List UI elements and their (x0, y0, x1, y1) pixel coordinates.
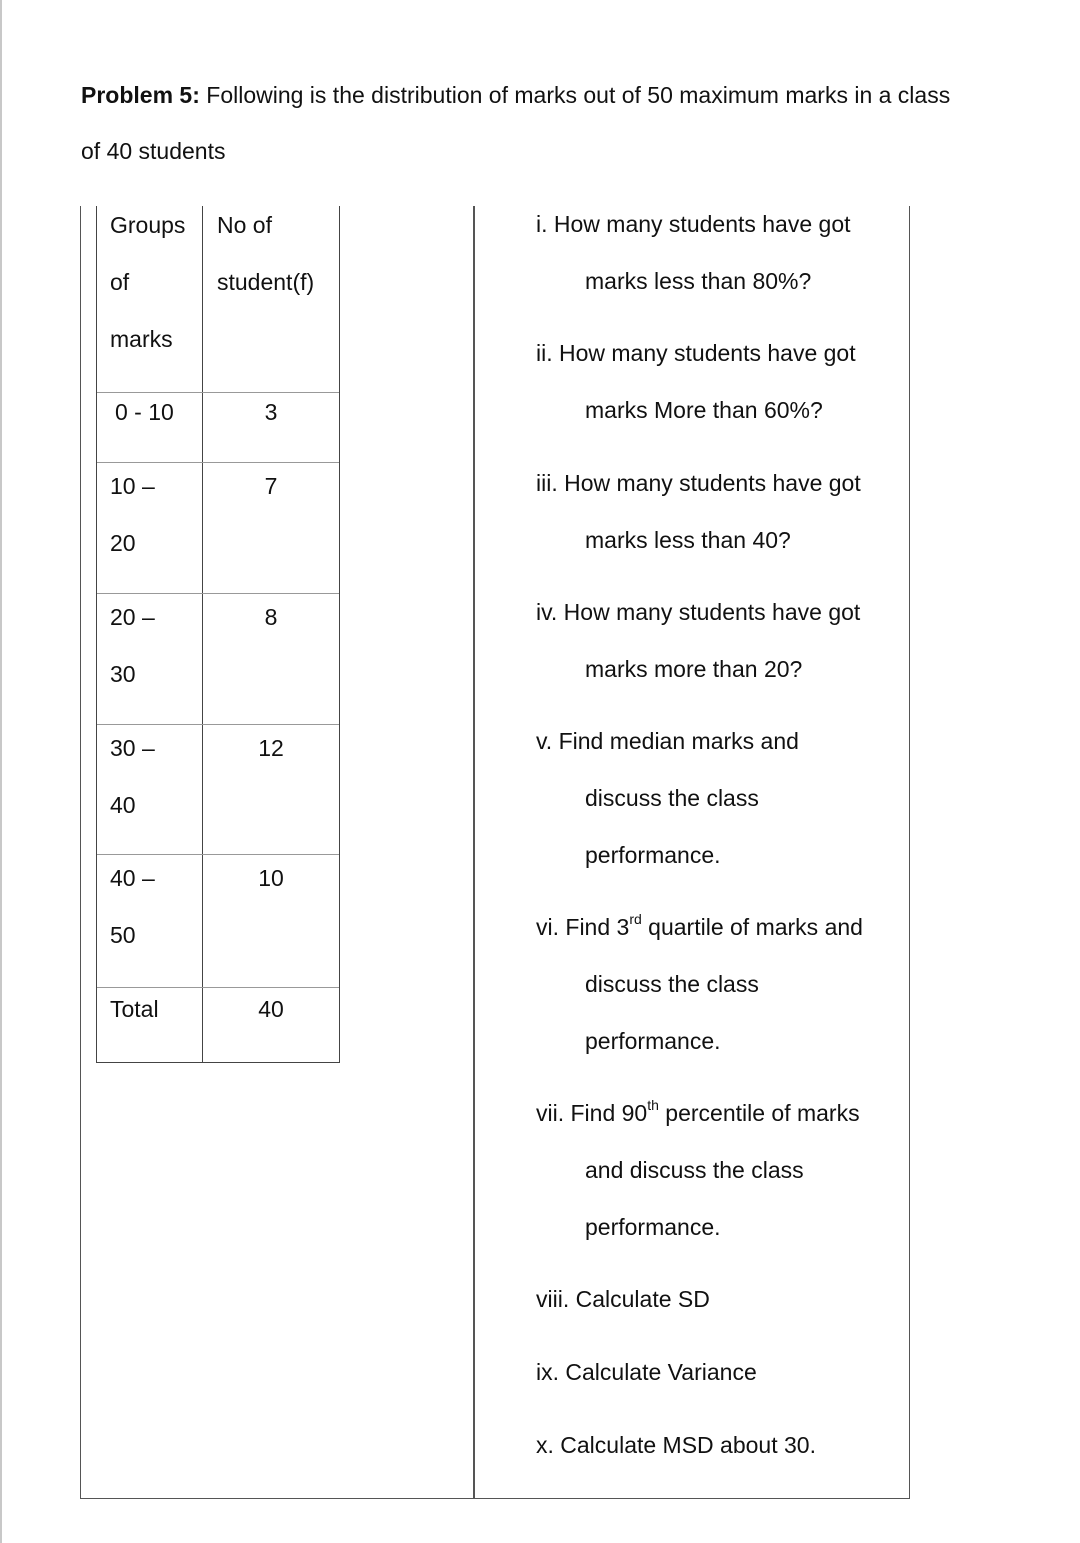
table-right-border (339, 206, 340, 1063)
question-8: viii. Calculate SD (536, 1286, 710, 1312)
question-1-line-1: i. How many students have got (536, 211, 851, 237)
question-7-line-3: performance. (585, 1214, 721, 1240)
problem-heading-line-2: of 40 students (81, 138, 226, 164)
row-separator (97, 987, 339, 988)
total-label: Total (110, 996, 159, 1022)
row-count-30-40: 12 (258, 735, 284, 761)
row-group-40-50-b: 50 (110, 922, 136, 948)
row-group-20-30-b: 30 (110, 661, 136, 687)
question-10: x. Calculate MSD about 30. (536, 1432, 816, 1458)
row-count-10-20: 7 (264, 473, 278, 499)
total-value: 40 (258, 996, 284, 1022)
header-groups-1: Groups (110, 212, 186, 238)
question-2-line-1: ii. How many students have got (536, 340, 856, 366)
frame-divider (473, 206, 475, 1499)
row-group-10-20-a: 10 – (110, 473, 155, 499)
question-3-line-2: marks less than 40? (585, 527, 791, 553)
header-groups-2: of (110, 269, 130, 295)
question-6-line-2: discuss the class (585, 971, 759, 997)
question-6-line-3: performance. (585, 1028, 721, 1054)
problem-text-1: Following is the distribution of marks out of 50 maximum marks in a class (199, 82, 951, 108)
row-separator (97, 593, 339, 594)
table-bottom-border (96, 1062, 340, 1063)
question-7-sup: th (647, 1097, 659, 1114)
question-5-line-1: v. Find median marks and (536, 728, 799, 754)
header-count-2: student(f) (217, 269, 315, 295)
row-group-0-10: 0 - 10 (115, 399, 174, 425)
row-separator (97, 854, 339, 855)
row-group-20-30-a: 20 – (110, 604, 155, 630)
problem-label: Problem 5: (81, 82, 200, 108)
question-4-line-1: iv. How many students have got (536, 599, 861, 625)
question-4-line-2: marks more than 20? (585, 656, 803, 682)
table-column-divider (202, 206, 203, 1063)
row-separator (97, 724, 339, 725)
row-count-20-30: 8 (264, 604, 278, 630)
question-6-post: quartile of marks and (641, 914, 863, 940)
question-1-line-2: marks less than 80%? (585, 268, 812, 294)
question-7-line-1 (536, 1098, 860, 1128)
question-2-line-2: marks More than 60%? (585, 397, 823, 423)
question-7-post: percentile of marks (658, 1100, 860, 1126)
header-groups-3: marks (110, 326, 173, 352)
header-count-1: No of (217, 212, 272, 238)
question-5-line-3: performance. (585, 842, 721, 868)
row-group-30-40-a: 30 – (110, 735, 155, 761)
question-6-sup: rd (629, 911, 642, 928)
row-group-10-20-b: 20 (110, 530, 136, 556)
page-edge (0, 0, 2, 1543)
problem-heading-line-1 (81, 80, 950, 110)
question-7-line-2: and discuss the class (585, 1157, 804, 1183)
row-group-30-40-b: 40 (110, 792, 136, 818)
question-5-line-2: discuss the class (585, 785, 759, 811)
table-left-border (96, 206, 97, 1063)
row-group-40-50-a: 40 – (110, 865, 155, 891)
question-6-pre: vi. Find 3 (536, 914, 630, 940)
question-6-line-1 (536, 912, 863, 942)
question-7-pre: vii. Find 90 (536, 1100, 648, 1126)
row-separator (97, 462, 339, 463)
row-separator (97, 392, 339, 393)
question-9: ix. Calculate Variance (536, 1359, 757, 1385)
question-3-line-1: iii. How many students have got (536, 470, 861, 496)
row-count-0-10: 3 (264, 399, 278, 425)
row-count-40-50: 10 (258, 865, 284, 891)
